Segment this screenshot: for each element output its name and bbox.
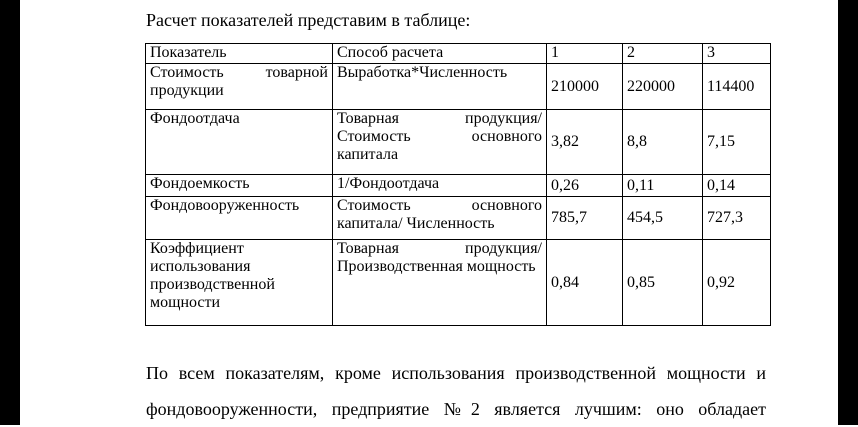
value-cell-1: 0,84 [547, 240, 623, 326]
value-cell-2: 8,8 [623, 110, 703, 175]
header-col-3: 3 [703, 44, 771, 64]
value-cell-1: 3,82 [547, 110, 623, 175]
table-row [146, 197, 771, 240]
intro-text: Расчет показателей представим в таблице: [146, 10, 471, 30]
paragraph-line: По всем показателям, кроме использования производственной мощности и [146, 363, 766, 383]
method-cell: Стоимость основного капитала/ Численность [333, 197, 547, 240]
table-row [146, 240, 771, 326]
indicators-table [145, 43, 771, 326]
indicator-cell: Фондоемкость [146, 175, 333, 197]
left-dark-margin [0, 0, 20, 425]
method-cell: Товарная продукция/ Производственная мощность [333, 240, 547, 326]
method-cell: 1/Фондоотдача [333, 175, 547, 197]
value-cell-2: 454,5 [623, 197, 703, 240]
value-cell-3: 114400 [703, 64, 771, 110]
value-cell-3: 727,3 [703, 197, 771, 240]
method-cell: Выработка*Численность [333, 64, 547, 110]
value-cell-2: 0,11 [623, 175, 703, 197]
header-method: Способ расчета [333, 44, 547, 64]
value-cell-2: 0,85 [623, 240, 703, 326]
table-row [146, 64, 771, 110]
table-row [146, 110, 771, 175]
value-cell-3: 7,15 [703, 110, 771, 175]
indicator-cell: Фондовооруженность [146, 197, 333, 240]
paragraph-line: фондовооруженности, предприятие №2 является лучшим: оно обладает [146, 399, 766, 419]
value-cell-1: 210000 [547, 64, 623, 110]
table-header-row [146, 44, 771, 64]
indicator-cell: Фондоотдача [146, 110, 333, 175]
indicator-cell: Стоимость товарной продукции [146, 64, 333, 110]
value-cell-1: 0,26 [547, 175, 623, 197]
method-cell: Товарная продукция/ Стоимость основного капитала [333, 110, 547, 175]
value-cell-3: 0,14 [703, 175, 771, 197]
value-cell-1: 785,7 [547, 197, 623, 240]
value-cell-2: 220000 [623, 64, 703, 110]
table-row [146, 175, 771, 197]
right-dark-margin [838, 0, 858, 425]
header-col-1: 1 [547, 44, 623, 64]
header-indicator: Показатель [146, 44, 333, 64]
value-cell-3: 0,92 [703, 240, 771, 326]
header-col-2: 2 [623, 44, 703, 64]
conclusion-paragraph [146, 355, 766, 427]
indicator-cell: Коэффициент использования производственной мощности [146, 240, 333, 326]
